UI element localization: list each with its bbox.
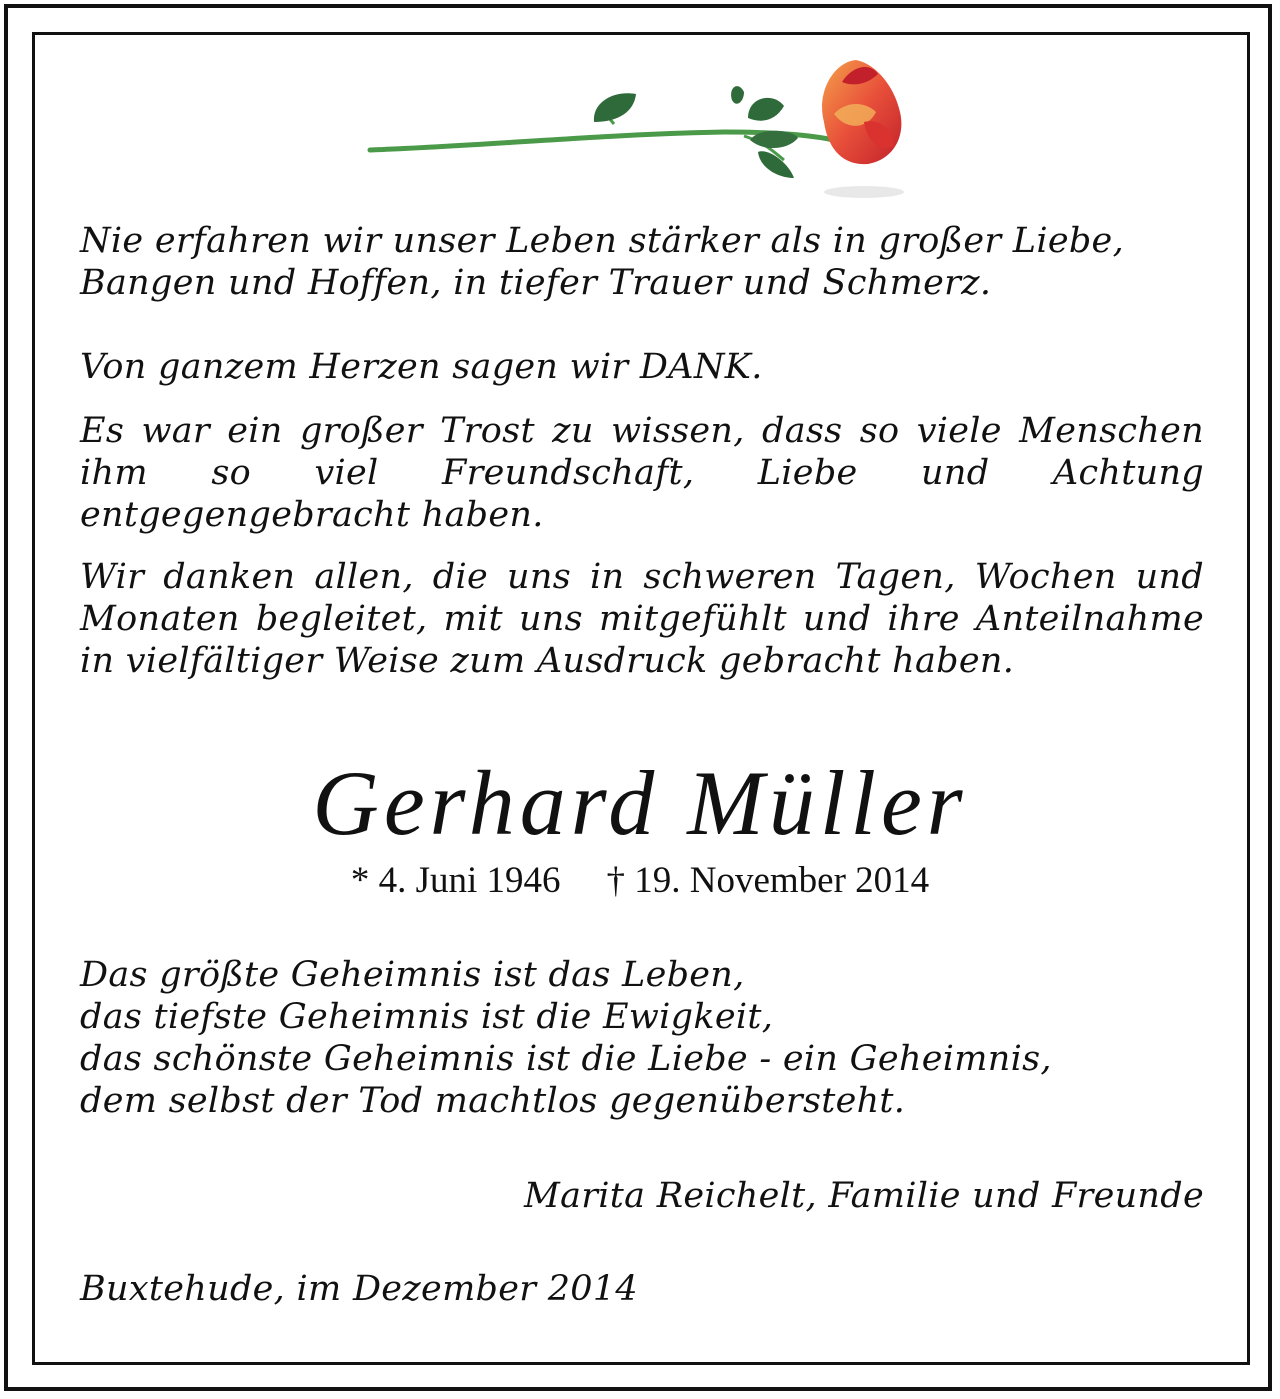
gratitude-paragraph: Wir danken allen, die uns in schweren Tagen, Wochen und Monaten begleitet, mit uns mitgefühlt und ihre Anteilnahme in vielfältiger Weise zum Ausdruck gebracht haben. <box>80 557 1204 681</box>
birth-date: * 4. Juni 1946 <box>350 860 561 901</box>
closing-verse: Das größte Geheimnis ist das Leben, das tiefste Geheimnis ist die Ewigkeit, das schönste Geheimnis ist die Liebe - ein Geheimnis, dem selbst der Tod machtlos gegenübersteht. <box>80 955 1052 1121</box>
death-date: † 19. November 2014 <box>606 860 930 901</box>
intro-verse: Nie erfahren wir unser Leben stärker als in großer Liebe, Bangen und Hoffen, in tiefer Trauer und Schmerz. <box>80 221 1124 303</box>
comfort-paragraph: Es war ein großer Trost zu wissen, dass so viele Menschen ihm so viel Freundschaft, Liebe und Achtung entgegengebracht haben. <box>80 411 1204 535</box>
signatories: Marita Reichelt, Familie und Freunde <box>523 1176 1204 1216</box>
deceased-name: Gerhard Müller <box>312 752 968 854</box>
thanks-line: Von ganzem Herzen sagen wir DANK. <box>80 347 763 387</box>
place-and-date: Buxtehude, im Dezember 2014 <box>80 1269 638 1309</box>
red-rose-icon <box>364 52 912 208</box>
life-dates <box>0 858 1280 904</box>
